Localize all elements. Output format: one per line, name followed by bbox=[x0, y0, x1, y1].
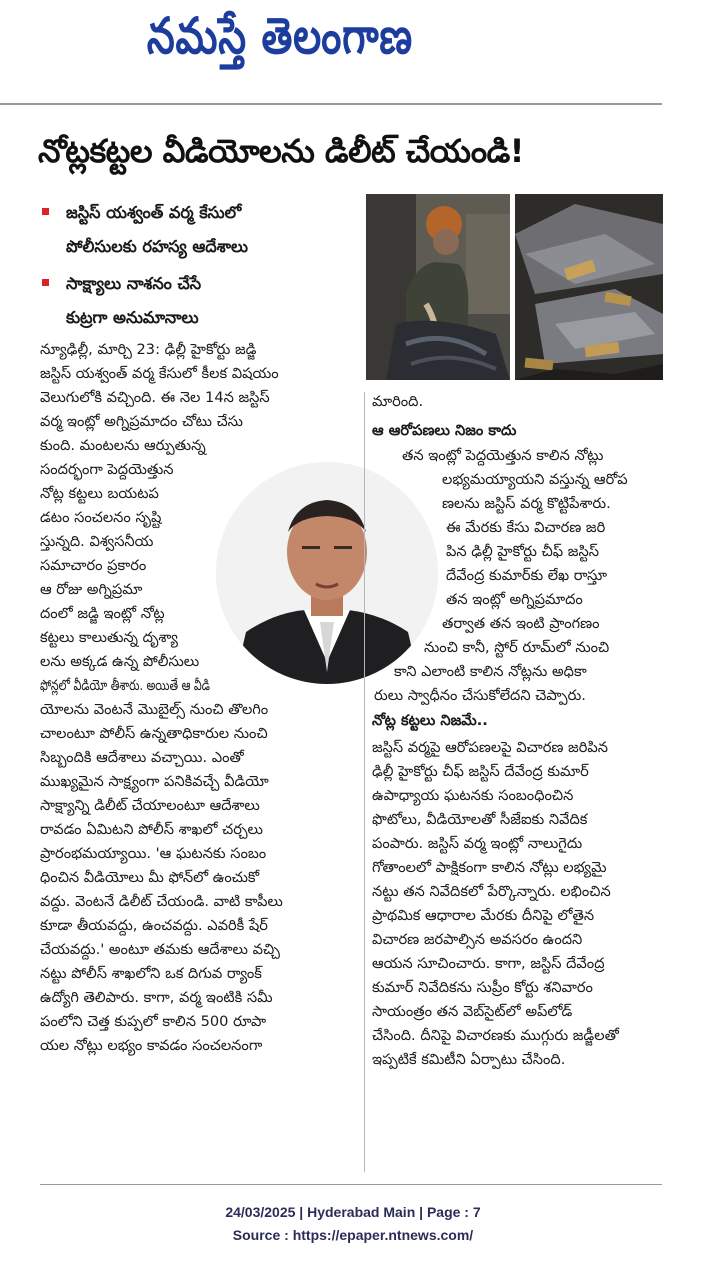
right-column-line: లభ్యమయ్యాయని వస్తున్న ఆరోప bbox=[442, 471, 628, 488]
right-column-line: దేవేంద్ర కుమార్‌కు లేఖ రాస్తూ bbox=[446, 567, 607, 584]
bullet-line: జస్టిస్ యశ్వంత్ వర్మ కేసులో bbox=[66, 203, 242, 222]
bullet-line: సాక్ష్యాలు నాశనం చేసే bbox=[66, 274, 202, 293]
right-column-line: రులు స్వాధీనం చేసుకోలేదని చెప్పారు. bbox=[374, 687, 586, 704]
right-column-line: జస్టిస్ వర్మపై ఆరోపణలపై విచారణ జరిపిన bbox=[372, 739, 609, 756]
left-column-line: చేయవద్దు.' అంటూ తమకు ఆదేశాలు వచ్చి bbox=[40, 941, 280, 958]
right-column-line: కాని ఎలాంటి కాలిన నోట్లను అధికా bbox=[394, 663, 587, 680]
left-column-line: చాలంటూ పోలీస్ ఉన్నతాధికారుల నుంచి bbox=[40, 725, 268, 742]
footer-edition: 24/03/2025 | Hyderabad Main | Page : 7 bbox=[225, 1204, 481, 1220]
left-column-line: ఫోన్లలో వీడియో తీశారు. అయితే ఆ వీడి bbox=[40, 677, 210, 694]
left-column-line: కుంది. మంటలను ఆర్పుతున్న bbox=[40, 437, 206, 454]
left-column-line: ముఖ్యమైన సాక్ష్యంగా పనికివచ్చే వీడియో bbox=[40, 773, 269, 790]
right-column-line: ఢిల్లీ హైకోర్టు చీఫ్ జస్టిస్ దేవేంద్ర కుమార్ bbox=[372, 763, 589, 780]
right-column-line: సాయంత్రం తన వెబ్‌సైట్‌లో అప్‌లోడ్ bbox=[372, 1003, 573, 1020]
left-column-line: నోట్ల కట్టలు బయటప bbox=[40, 485, 159, 502]
left-column-line: కట్టలు కాలుతున్న దృశ్యా bbox=[40, 629, 178, 646]
right-column-line: ఫొటోలు, వీడియోలతో సీజేఐకు నివేదిక bbox=[372, 811, 588, 828]
column-divider bbox=[364, 392, 365, 1172]
masthead-title: నమస్తే తెలంగాణ bbox=[146, 6, 413, 65]
left-column-line: వెలుగులోకి వచ్చింది. ఈ నెల 14న జస్టిస్ bbox=[40, 389, 270, 406]
right-column-line: తన ఇంట్లో అగ్నిప్రమాదం bbox=[446, 591, 583, 608]
right-column-line: పంపారు. జస్టిస్ వర్మ ఇంట్లో నాలుగైదు bbox=[372, 835, 583, 852]
bullet-line: కుట్రగా అనుమానాలు bbox=[66, 308, 199, 327]
left-column-line: వర్మ ఇంట్లో అగ్నిప్రమాదం చోటు చేసు bbox=[40, 413, 243, 430]
left-column-line: సాక్ష్యాన్ని డిలీట్ చేయాలంటూ ఆదేశాలు bbox=[40, 797, 260, 814]
bullet-list bbox=[40, 196, 362, 338]
right-column-line: ఆయన సూచించారు. కాగా, జస్టిస్ దేవేంద్ర bbox=[372, 955, 605, 972]
left-column-line: డటం సంచలనం సృష్టి bbox=[40, 509, 162, 526]
right-column-line: మారింది. bbox=[372, 393, 424, 410]
left-column-line: ధించిన వీడియోలు మీ ఫోన్‌లో ఉంచుకో bbox=[40, 869, 260, 886]
footer-source: Source : https://epaper.ntnews.com/ bbox=[232, 1227, 474, 1243]
left-column-line: కూడా తీయవద్దు, ఉంచవద్దు. ఎవరికీ షేర్ bbox=[40, 917, 268, 934]
right-column-line: తన ఇంట్లో పెద్దయెత్తున కాలిన నోట్లు bbox=[402, 447, 604, 464]
left-column-line: స్తున్నది. విశ్వసనీయ bbox=[40, 533, 154, 550]
left-column-line: యోలను వెంటనే మొబైల్స్ నుంచి తొలగిం bbox=[40, 701, 269, 718]
news-photo-burnt-notes bbox=[515, 194, 663, 380]
bullet-item bbox=[40, 196, 362, 264]
right-column-line: ణలను జస్టిస్ వర్మ కొట్టిపేశారు. bbox=[442, 495, 611, 512]
left-column-line: వద్దు. వెంటనే డిలీట్ చేయండి. వాటి కాపీలు bbox=[40, 893, 283, 910]
left-column-line: యల నోట్లు లభ్యం కావడం సంచలనంగా bbox=[40, 1037, 263, 1054]
bullet-square-icon bbox=[42, 279, 49, 286]
right-column-line: ప్రాథమిక ఆధారాల మేరకు దీనిపై లోతైన bbox=[372, 907, 595, 924]
bullet-item bbox=[40, 267, 362, 335]
judge-portrait bbox=[214, 460, 440, 686]
bullet-line: పోలీసులకు రహస్య ఆదేశాలు bbox=[66, 237, 249, 256]
news-photo-fire-scene bbox=[366, 194, 510, 380]
right-column-line: ఈ మేరకు కేసు విచారణ జరి bbox=[446, 519, 606, 536]
left-column-line: జస్టిస్ యశ్వంత్ వర్మ కేసులో కీలక విషయం bbox=[40, 365, 279, 382]
left-column-line: రావడం ఏమిటని పోలీస్ శాఖలో చర్చలు bbox=[40, 821, 263, 838]
left-column-line: ఆ రోజు అగ్నిప్రమా bbox=[40, 581, 143, 598]
left-column-line: సిబ్బందికి ఆదేశాలు వచ్చాయి. ఎంతో bbox=[40, 749, 244, 766]
right-column-line: చేసింది. దీనిపై విచారణకు ముగ్గురు జడ్జీలతో bbox=[372, 1027, 619, 1044]
right-column-line: ఇప్పటికే కమిటీని ఏర్పాటు చేసింది. bbox=[372, 1051, 566, 1068]
right-column-line: కుమార్ నివేదికను సుప్రీం కోర్టు శనివారం bbox=[372, 979, 593, 996]
right-column-line: నుంచి కానీ, స్టోర్ రూమ్‌లో నుంచి bbox=[424, 639, 610, 656]
subheading-allegations-false: ఆ ఆరోపణలు నిజం కాదు bbox=[372, 422, 517, 439]
left-column-line: న్యూఢిల్లీ, మార్చి 23: ఢిల్లీ హైకోర్టు జడ్జి bbox=[40, 341, 257, 358]
subheading-notes-true: నోట్ల కట్టలు నిజమే.. bbox=[372, 712, 488, 729]
bullet-square-icon bbox=[42, 208, 49, 215]
left-column-line: సమాచారం ప్రకారం bbox=[40, 557, 147, 574]
masthead-divider bbox=[0, 103, 662, 105]
footer-divider bbox=[40, 1184, 662, 1185]
left-column-line: నట్టు పోలీస్ శాఖలోని ఒక దిగువ ర్యాంక్ bbox=[40, 965, 262, 982]
right-column-line: తర్వాత తన ఇంటి ప్రాంగణం bbox=[442, 615, 600, 632]
left-column-line: ప్రారంభమయ్యాయి. 'ఆ ఘటనకు సంబం bbox=[40, 845, 267, 862]
right-column-line: నట్టు తన నివేదికలో పేర్కొన్నారు. లభించిన bbox=[372, 883, 611, 900]
left-column-line: దంలో జడ్జి ఇంట్లో నోట్ల bbox=[40, 605, 165, 622]
left-column-line: సందర్భంగా పెద్దయెత్తున bbox=[40, 461, 174, 478]
right-column-line: విచారణ జరపాల్సిన అవసరం ఉందని bbox=[372, 931, 583, 948]
left-column-line: లను అక్కడ ఉన్న పోలీసులు bbox=[40, 653, 200, 670]
masthead bbox=[0, 0, 706, 100]
headline: నోట్లకట్టల వీడియోలను డిలీట్ చేయండి! bbox=[38, 132, 524, 170]
right-column-line: గోతాంలలో పాక్షికంగా కాలిన నోట్లు లభ్యమై bbox=[372, 859, 607, 876]
left-column-line: పంలోని చెత్త కుప్పలో కాలిన 500 రూపా bbox=[40, 1013, 267, 1030]
right-column-line: పిన ఢిల్లీ హైకోర్టు చీఫ్ జస్టిస్ bbox=[446, 543, 599, 560]
right-column-line: ఉపాధ్యాయ ఘటనకు సంబంధించిన bbox=[372, 787, 574, 804]
left-column-line: ఉద్యోగి తెలిపారు. కాగా, వర్మ ఇంటికి సమీ bbox=[40, 989, 273, 1006]
